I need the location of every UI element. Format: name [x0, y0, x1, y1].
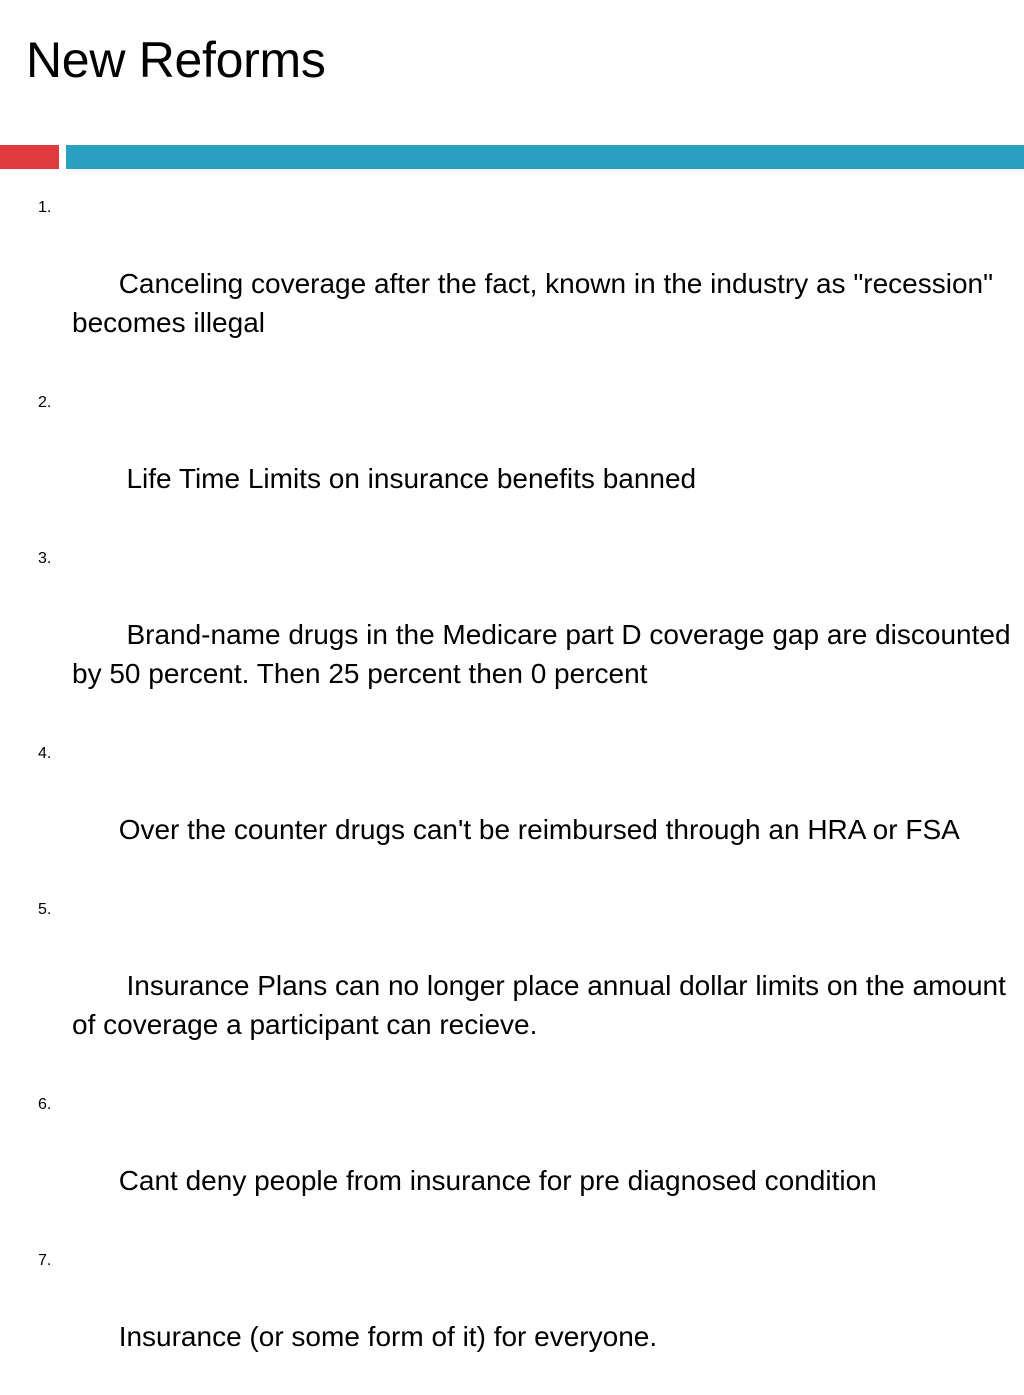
- list-item-number: 2.: [38, 394, 52, 411]
- list-item: [28, 537, 1018, 732]
- list-item-text: Cant deny people from insurance for pre diagnosed condition: [118, 1165, 877, 1196]
- list-item-number: 3.: [38, 550, 52, 567]
- list-item: [28, 888, 1018, 1083]
- list-item-text: Insurance (or some form of it) for everyone.: [118, 1321, 658, 1352]
- list-item-number: 4.: [38, 745, 52, 762]
- list-item-text: Over the counter drugs can't be reimbursed through an HRA or FSA: [118, 814, 960, 845]
- accent-bar-red: [0, 145, 59, 169]
- list-item-number: 6.: [38, 1096, 52, 1113]
- accent-bar-blue: [66, 145, 1024, 169]
- list-item: [28, 186, 1018, 381]
- list-item-text: Canceling coverage after the fact, known in the industry as "recession" becomes illegal: [72, 268, 1001, 338]
- list-item: [28, 1083, 1018, 1239]
- list-item-text: Brand-name drugs in the Medicare part D coverage gap are discounted by 50 percent. Then 25 percent then 0 percent: [72, 619, 1019, 689]
- list-item-number: 1.: [38, 199, 52, 216]
- list-item: [28, 1239, 1018, 1395]
- slide-title: New Reforms: [26, 32, 326, 88]
- list-item-number: 7.: [38, 1252, 52, 1269]
- list-item-text: Insurance Plans can no longer place annual dollar limits on the amount of coverage a participant can recieve.: [72, 970, 1014, 1040]
- list-item: [28, 381, 1018, 537]
- list-item: [28, 732, 1018, 888]
- list-item-number: 5.: [38, 901, 52, 918]
- reform-list: [28, 186, 1018, 1395]
- list-item-text: Life Time Limits on insurance benefits banned: [118, 463, 697, 494]
